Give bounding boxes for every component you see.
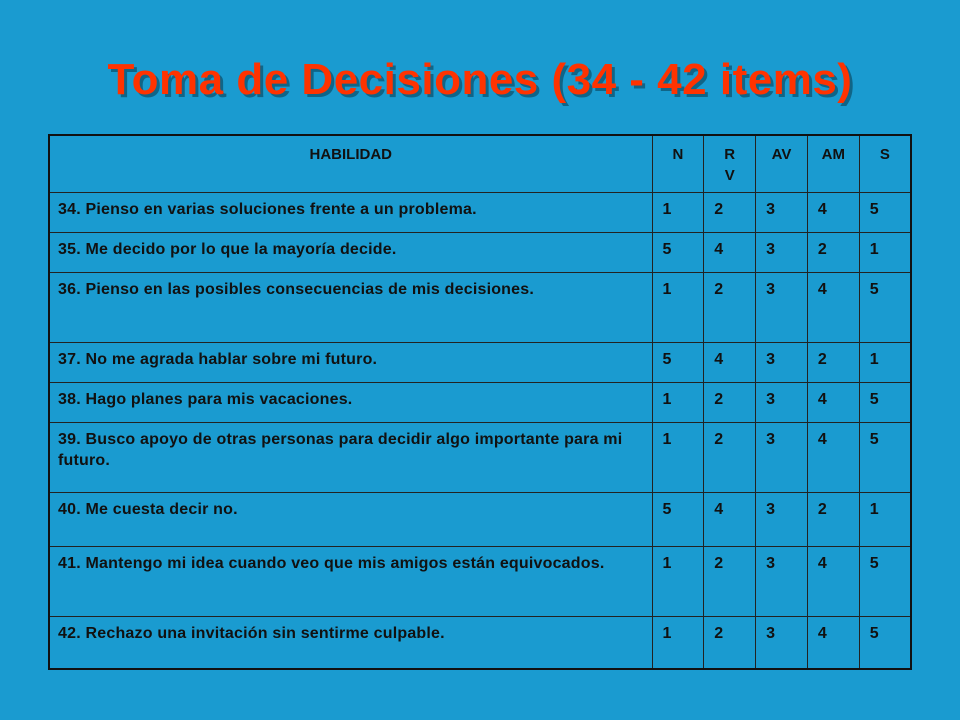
score-am: 4 [807, 193, 859, 233]
score-rv: 2 [704, 273, 756, 343]
item-text: 38. Hago planes para mis vacaciones. [49, 383, 652, 423]
score-n: 1 [652, 547, 704, 617]
score-av: 3 [756, 423, 808, 493]
item-text: 35. Me decido por lo que la mayoría decide. [49, 233, 652, 273]
score-am: 4 [807, 547, 859, 617]
score-s: 5 [859, 547, 911, 617]
decision-skills-table [48, 134, 912, 670]
item-text: 37. No me agrada hablar sobre mi futuro. [49, 343, 652, 383]
score-rv: 2 [704, 193, 756, 233]
score-av: 3 [756, 193, 808, 233]
item-text: 40. Me cuesta decir no. [49, 493, 652, 547]
item-text: 34. Pienso en varias soluciones frente a un problema. [49, 193, 652, 233]
table-row [49, 617, 911, 669]
table-row [49, 547, 911, 617]
item-text: 41. Mantengo mi idea cuando veo que mis amigos están equivocados. [49, 547, 652, 617]
score-s: 5 [859, 383, 911, 423]
header-rv: R V [704, 135, 756, 193]
header-av: AV [756, 135, 808, 193]
score-am: 4 [807, 273, 859, 343]
score-av: 3 [756, 233, 808, 273]
score-n: 1 [652, 423, 704, 493]
score-av: 3 [756, 383, 808, 423]
score-s: 5 [859, 617, 911, 669]
score-n: 5 [652, 343, 704, 383]
score-am: 4 [807, 617, 859, 669]
score-am: 4 [807, 423, 859, 493]
score-n: 1 [652, 273, 704, 343]
table-row [49, 273, 911, 343]
score-rv: 2 [704, 383, 756, 423]
score-am: 4 [807, 383, 859, 423]
score-s: 5 [859, 273, 911, 343]
score-n: 1 [652, 617, 704, 669]
table-row [49, 383, 911, 423]
score-rv: 2 [704, 547, 756, 617]
score-rv: 2 [704, 617, 756, 669]
header-n: N [652, 135, 704, 193]
item-text: 42. Rechazo una invitación sin sentirme culpable. [49, 617, 652, 669]
score-rv: 4 [704, 233, 756, 273]
header-habilidad: HABILIDAD [49, 135, 652, 193]
score-rv: 2 [704, 423, 756, 493]
score-n: 1 [652, 383, 704, 423]
score-s: 5 [859, 193, 911, 233]
score-rv: 4 [704, 493, 756, 547]
score-am: 2 [807, 493, 859, 547]
score-rv: 4 [704, 343, 756, 383]
score-av: 3 [756, 493, 808, 547]
table-row [49, 233, 911, 273]
score-s: 1 [859, 493, 911, 547]
table-header-row [49, 135, 911, 193]
score-s: 1 [859, 233, 911, 273]
score-n: 5 [652, 493, 704, 547]
score-n: 5 [652, 233, 704, 273]
item-text: 36. Pienso en las posibles consecuencias de mis decisiones. [49, 273, 652, 343]
score-av: 3 [756, 343, 808, 383]
score-av: 3 [756, 617, 808, 669]
score-am: 2 [807, 343, 859, 383]
table-row [49, 423, 911, 493]
table-row [49, 493, 911, 547]
table-row [49, 343, 911, 383]
score-am: 2 [807, 233, 859, 273]
table-row [49, 193, 911, 233]
score-s: 5 [859, 423, 911, 493]
header-am: AM [807, 135, 859, 193]
score-s: 1 [859, 343, 911, 383]
header-s: S [859, 135, 911, 193]
score-n: 1 [652, 193, 704, 233]
table-body [49, 193, 911, 669]
score-av: 3 [756, 547, 808, 617]
score-av: 3 [756, 273, 808, 343]
slide-title: Toma de Decisiones (34 - 42 items) [107, 55, 853, 104]
item-text: 39. Busco apoyo de otras personas para decidir algo importante para mi futuro. [49, 423, 652, 493]
